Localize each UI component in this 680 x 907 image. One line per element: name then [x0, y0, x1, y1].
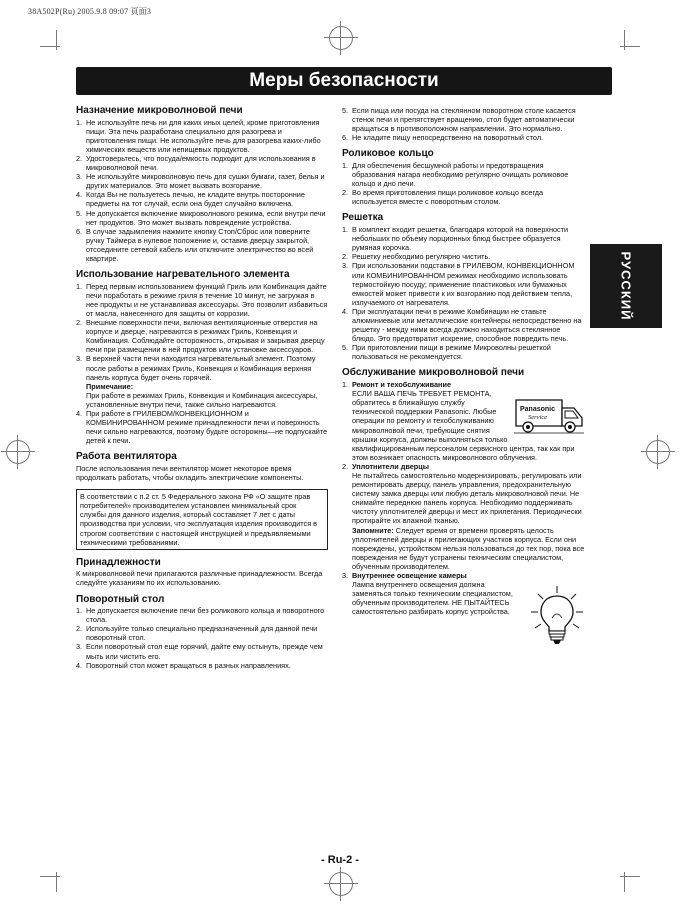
- section-accessories: [76, 558, 328, 588]
- language-tab-label: РУССКИЙ: [618, 251, 634, 321]
- section-heading: Назначение микроволновой печи: [76, 105, 243, 116]
- note-label: Примечание:: [86, 381, 134, 391]
- list-item: 4. Поворотный стол может вращаться в разных направлениях.: [76, 660, 291, 670]
- section-purpose: [76, 106, 328, 263]
- section-heading: Принадлежности: [76, 556, 161, 568]
- crop-mark: [56, 30, 57, 50]
- list-item: 6. В случае задымления нажмите кнопку Стоп/Сброс или поверните ручку Таймера в нулевое положение и, оставив дверцу закрытой, отсоедините сетевой кабель или отключите электричество во всей квартире.: [76, 226, 314, 263]
- list-item: 1. Перед первым использованием функций Гриль или Комбинация дайте печи поработать в режиме гриля в течение 10 минут, не загружая в нее продукты и не устанавливая аксессуары. Это позволит избавиться от масла, нанесенного для защиты от коррозии.: [76, 281, 328, 318]
- list-item: 1. Не допускается включение печи без роликового кольца и поворотного стола.: [76, 606, 325, 625]
- section-turntable: [76, 595, 328, 670]
- crop-mark: [40, 46, 60, 47]
- list-item: 1. Ремонт и техобслуживание Panasonic Service ЕСЛИ ВАША ПЕЧЬ ТРЕБУЕТ РЕМОНТА, обратитесь в ближайшую службу технической поддержки Panasonic. Любые операции по ремонту и техобслуживанию микроволновой печи, требующие снятия крышки корпуса, должны выполняться только квалифицированным персоналом сервисного центра, так как при этом возникает опасность микроволнового облучения.: [342, 380, 586, 462]
- subsection-text: Лампа внутреннего освещения должна заменяться только техническим специалистом, обученным производителем. НЕ ПЫТАЙТЕСЬ самостоятельно разбирать корпус устройства.: [352, 580, 513, 617]
- crop-mark: [624, 30, 625, 50]
- print-header: 38A502P(Ru) 2005.9.8 09:07 頁面3: [28, 7, 152, 16]
- subsection-text: Не пытайтесь самостоятельно модернизировать, регулировать или ремонтировать дверцу, панель управления, предохранительную систему замка дверцы или любую деталь микроволновой печи. Не снимайте переднюю панель корпуса. Необходимо поддерживать чистоту уплотнителей дверцы и мест их прилегания. Периодически протирайте их влажной тканью.: [352, 470, 582, 526]
- list-item: 5. Не допускается включение микроволнового режима, если внутри печи нет продуктов. Это может вызвать повреждение устройства.: [76, 208, 326, 227]
- section-rack: [342, 213, 586, 361]
- list-item: 3. При использовании подставки в ГРИЛЕВОМ, КОНВЕКЦИОННОМ или КОМБИНИРОВАННОМ режимах необходимо использовать термостойкую посуду; применение пластиковых или бумажных емкостей может привести к их возгоранию под действием тепла, излучаемого от нагревателя.: [342, 261, 575, 307]
- subsection-title: Уплотнители дверцы: [352, 461, 429, 471]
- service-truck-illustration: [512, 392, 586, 436]
- section-turntable-continued: [342, 106, 586, 142]
- warranty-notice-box: В соответствии с п.2 ст. 5 Федерального закона РФ «О защите прав потребителей» производителем установлен минимальный срок службы для данного изделия, который составляет 7 лет с даты производства при условии, что эксплуатация изделия производится в строгом соответствии с настоящей инструкцией и предъявляемыми техническими требованиями.: [76, 489, 328, 550]
- list-item: 2. Используйте только специально предназначенный для данной печи поворотный стол.: [76, 624, 318, 643]
- light-bulb-illustration: [528, 584, 586, 648]
- section-heading: Решетка: [342, 212, 384, 224]
- crop-mark: [56, 872, 57, 892]
- list-item: 4. При работе в ГРИЛЕВОМ/КОНВЕКЦИОННОМ и КОМБИНИРОВАННОМ режиме принадлежности печи и поверхность печи сильно нагреваются, поэтому будьте осторожны—не подпускайте детей к печи.: [76, 409, 328, 446]
- service-truck-icon: [512, 392, 586, 436]
- crop-mark: [624, 872, 625, 892]
- language-tab: [590, 244, 662, 328]
- list-item: 1. Не используйте печь ни для каких иных целей, кроме приготовления пищи. Эта печь разработана специально для разогрева и приготовления пищи. Не используйте печь для разогрева каких-либо химических веществ или непищевых продуктов.: [76, 117, 321, 154]
- list-item: 1. В комплект входит решетка, благодаря которой на поверхности небольших по объему порционных блюд быстрее образуется румяная корочка.: [342, 225, 569, 253]
- list-item: 4. Когда Вы не пользуетесь печью, не кладите внутрь посторонние предметы на тот случай, если она будет случайно включена.: [76, 190, 305, 209]
- list-item: 3. Внутреннее освещение камеры Лампа внутреннего освещения должна заменяться только техническим специалистом, обученным производителем. НЕ ПЫТАЙТЕСЬ самостоятельно разбирать корпус устройства.: [342, 571, 586, 616]
- list-item: 5. При приготовлении пищи в режиме Микроволны решеткой пользоваться не рекомендуется.: [342, 343, 551, 362]
- list-item: 5. Если пища или посуда на стеклянном поворотном столе касается стенок печи и препятствует вращению, стол будет автоматически вращаться в противоположном направлении. Это нормально.: [342, 106, 576, 134]
- list-item: 3. В верхней части печи находится нагревательный элемент. Поэтому после работы в режимах Гриль, Конвекция и Комбинация верхняя панель корпуса будет очень горячей. Примечание: При работе в режимах Гриль, Конвекция и Комбинация аксессуары, установленные внутри печи, также сильно нагреваются.: [76, 354, 328, 409]
- section-heading: Использование нагревательного элемента: [76, 269, 290, 281]
- note-text: При работе в режимах Гриль, Конвекция и Комбинация аксессуары, установленные внутри печи, также сильно нагреваются.: [86, 390, 318, 409]
- section-fan: [76, 452, 328, 482]
- crop-mark: [620, 46, 640, 47]
- list-item: 3. Если поворотный стол еще горячий, дайте ему остынуть, прежде чем мыть или чистить его.: [76, 642, 323, 661]
- list-item: 2. Решетку необходимо регулярно чистить.: [342, 252, 491, 262]
- registration-mark-left: [6, 440, 30, 464]
- registration-mark-bottom: [329, 872, 353, 896]
- section-service: [342, 368, 586, 616]
- list-item: 4. При эксплуатации печи в режиме Комбинации не ставьте алюминиевые или металлические контейнеры непосредственно на решетку - между ними всегда должно находиться стеклянное блюдо. Это предотвратит искрение, способное повредить печь.: [342, 306, 582, 344]
- crop-mark: [40, 876, 60, 877]
- section-heading: Поворотный стол: [76, 593, 165, 605]
- list-item: 2. Удостоверьтесь, что посуда/емкость подходит для использования в микроволновой печи.: [76, 153, 316, 173]
- right-column: [342, 106, 586, 648]
- list-item: 1. Для обеспечения бесшумной работы и предотвращения образования нагара необходимо регулярно очищать роликовое кольцо и дно печи.: [342, 160, 569, 189]
- registration-mark-top: [329, 26, 353, 50]
- paragraph: К микроволновой печи прилагаются различные принадлежности. Всегда следуйте указаниям по их использованию.: [76, 569, 323, 588]
- page-title: Меры безопасности: [76, 67, 612, 95]
- registration-mark-right: [646, 440, 670, 464]
- list-item: 3. Не используйте микроволновую печь для сушки бумаги, газет, белья и других материалов. Это может вызвать возгорание.: [76, 172, 325, 191]
- page-number: - Ru-2 -: [321, 854, 359, 866]
- truck-brand-label: Panasonic: [520, 406, 556, 414]
- subsection-title: Ремонт и техобслуживание: [352, 380, 452, 390]
- light-bulb-icon: [528, 584, 586, 648]
- section-heading: Роликовое кольцо: [342, 148, 434, 160]
- crop-mark: [620, 876, 640, 877]
- subsection-text: ЕСЛИ ВАША ПЕЧЬ ТРЕБУЕТ РЕМОНТА, обратитесь в ближайшую службу технической поддержки Panasonic. Любые операции по ремонту и техобслуживанию микроволновой печи, требующие снятия крышки корпуса, должны выполняться только квалифицированным персоналом сервисного центра, так как при этом возникает опасность микроволнового облучения.: [352, 389, 575, 462]
- section-heading: Обслуживание микроволновой печи: [342, 367, 525, 379]
- subsection-title: Внутреннее освещение камеры: [352, 571, 467, 580]
- section-heading: Работа вентилятора: [76, 451, 177, 463]
- list-item: 6. Не кладите пищу непосредственно на поворотный стол.: [342, 133, 544, 143]
- paragraph: После использования печи вентилятор может некоторое время продолжать работать, чтобы охладить электрические компоненты.: [76, 463, 304, 483]
- list-item: 2. Внешние поверхности печи, включая вентиляционные отверстия на корпусе и дверце, нагреваются в режимах Гриль, Конвекция и Комбинация. Соблюдайте осторожность, открывая и закрывая дверцу печи при размещении в ней продуктов или установке аксессуаров.: [76, 318, 325, 355]
- note-text: Следует время от времени проверять целость уплотнителей дверцы и прилегающих участков корпуса. Если они повреждены, устройством нельзя пользоваться до тех пор, пока все повреждения не будут устранены техническим специалистом, обученным производителем.: [352, 525, 585, 571]
- left-column: [76, 106, 328, 677]
- list-item: 2. Уплотнители дверцы Не пытайтесь самостоятельно модернизировать, регулировать или ремонтировать дверцу, панель управления, предохранительную систему замка дверцы или любую деталь микроволновой печи. Не снимайте переднюю панель корпуса. Необходимо поддерживать чистоту уплотнителей дверцы и мест их прилегания. Периодически протирайте их влажной тканью. Запомните: Следует время от времени проверять целость уплотнителей дверцы и прилегающих участков корпуса. Если они повреждены, устройством нельзя пользоваться до тех пор, пока все повреждения не будут устранены техническим специалистом, обученным производителем.: [342, 461, 585, 571]
- section-roller: [342, 149, 586, 206]
- section-heating: [76, 270, 328, 445]
- truck-service-label: Service: [528, 414, 548, 422]
- list-item: 2. Во время приготовления пищи роликовое кольцо всегда используется вместе с поворотным столом.: [342, 188, 544, 207]
- note-label: Запомните:: [352, 525, 394, 535]
